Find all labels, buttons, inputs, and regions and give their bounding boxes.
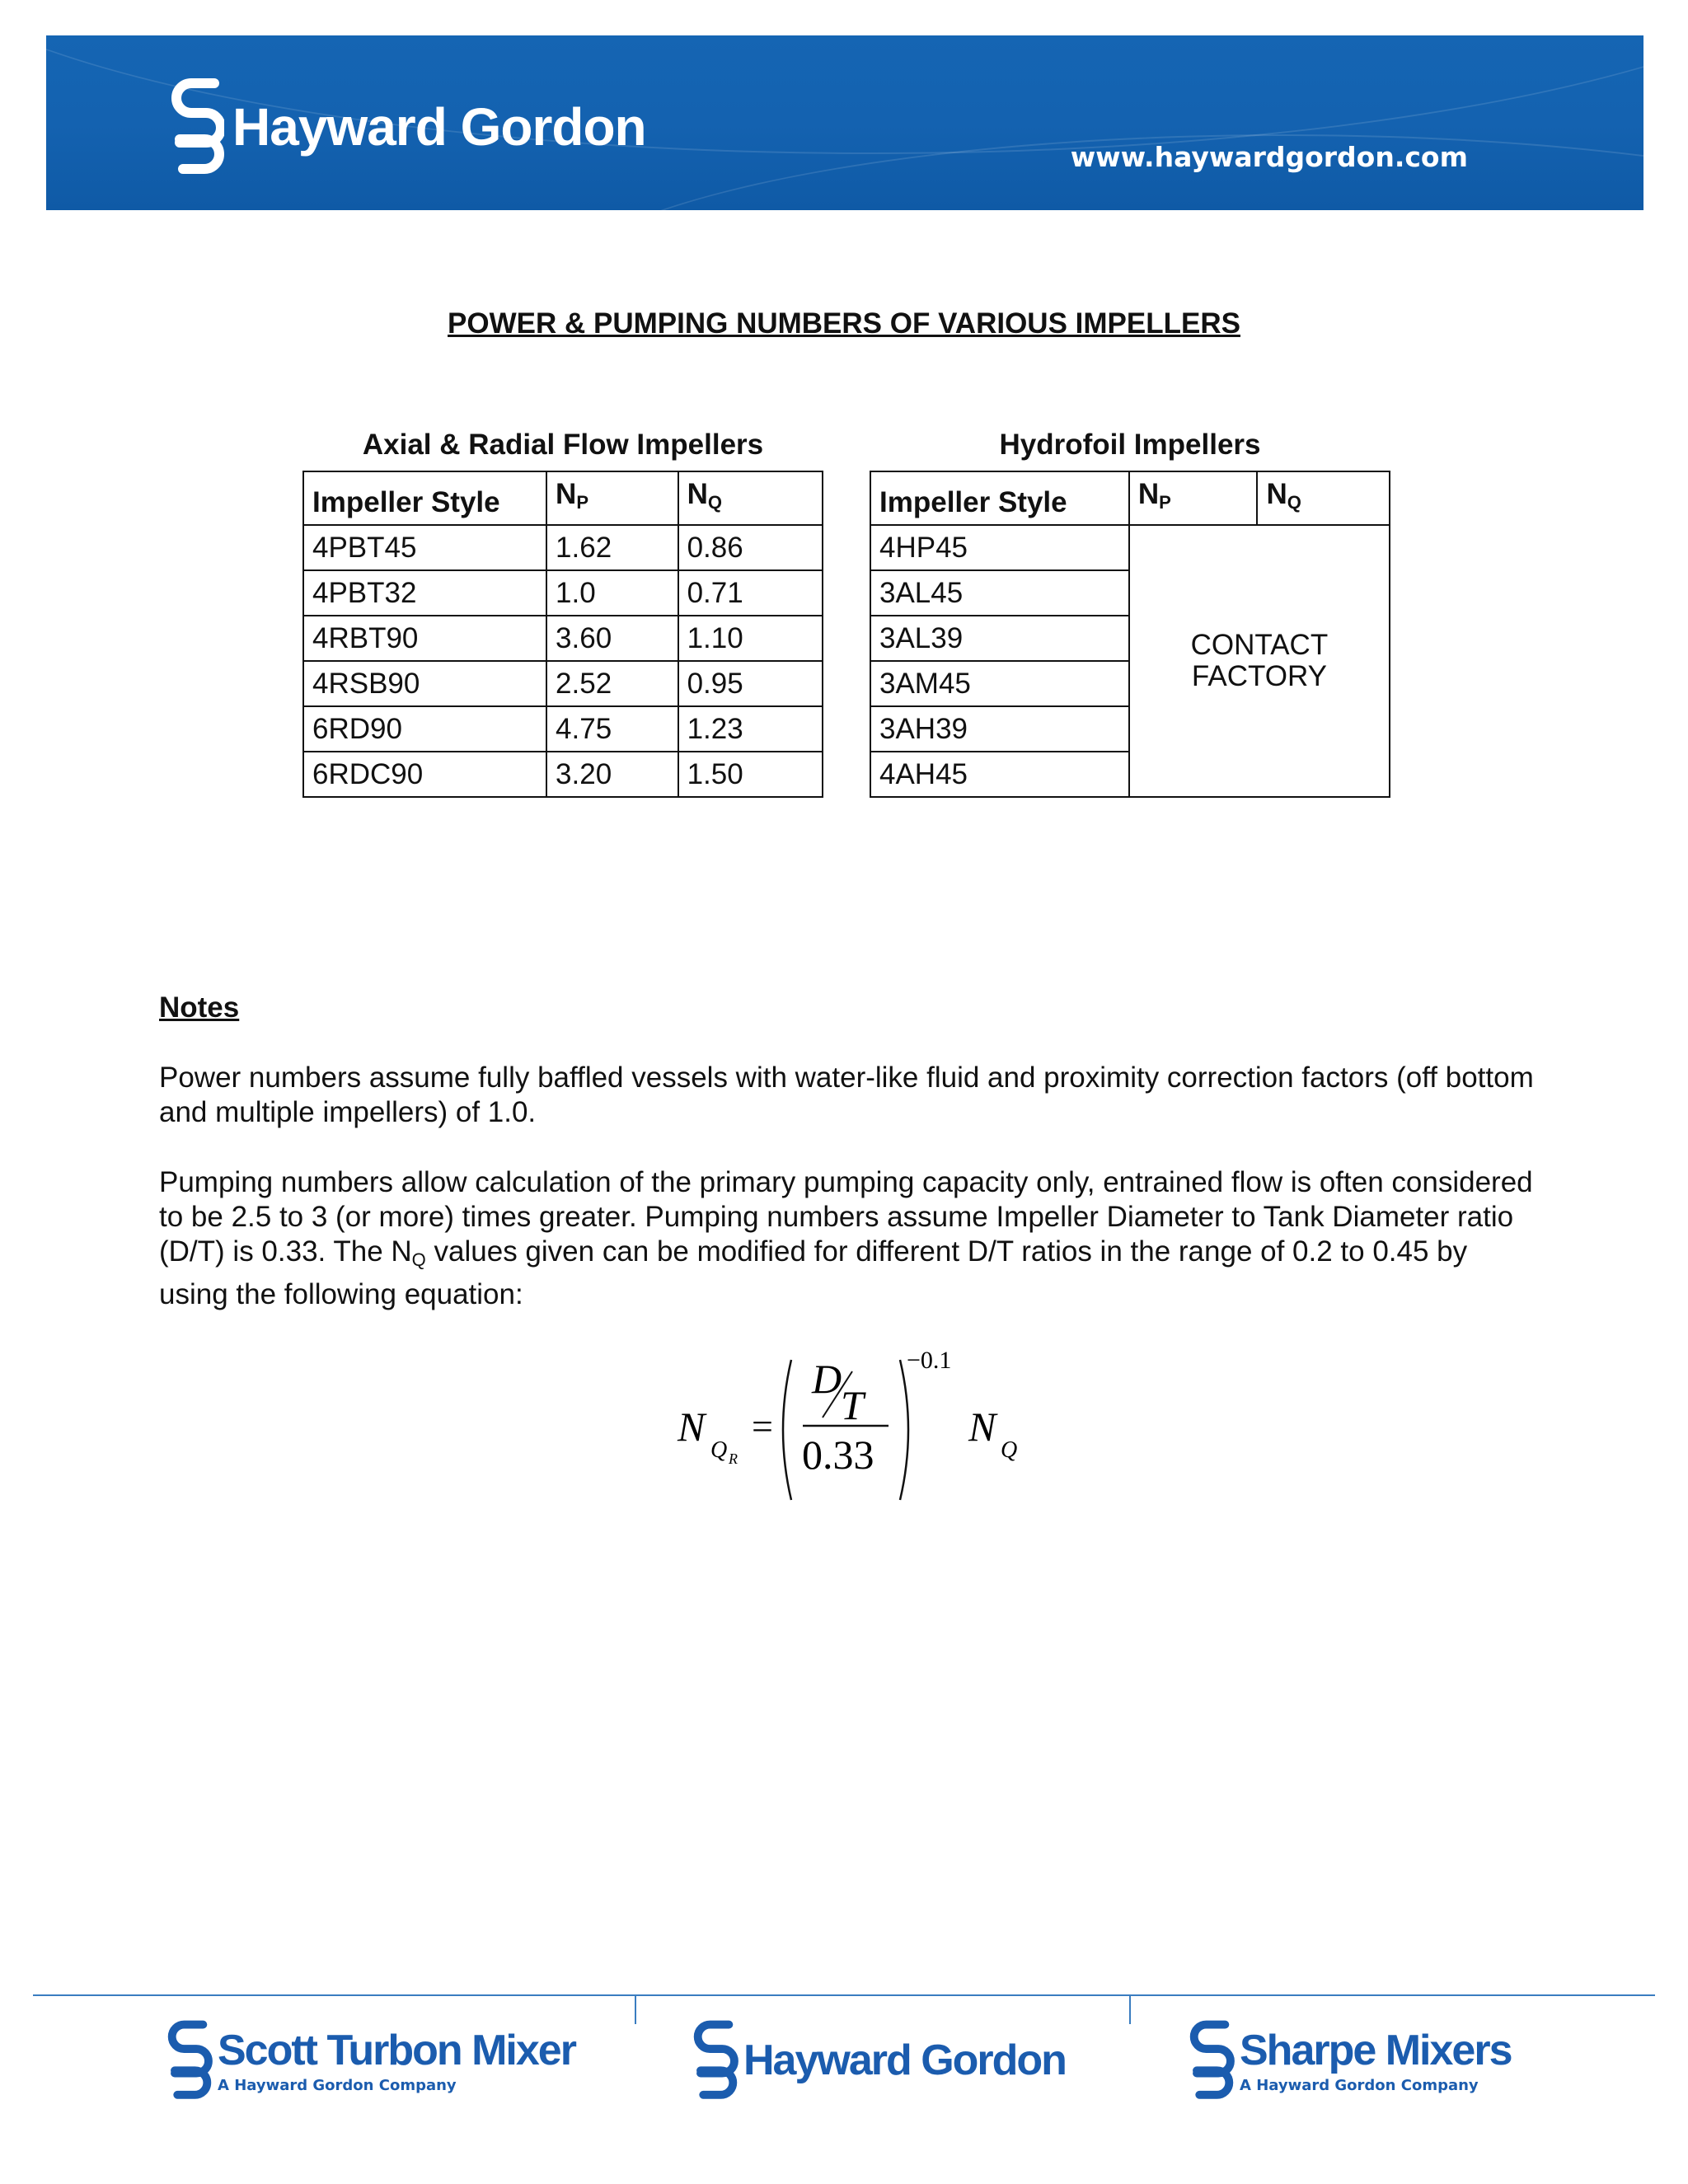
- equation-lhs-subsubscript: R: [729, 1451, 738, 1467]
- hayward-gordon-name: Hayward Gordon: [743, 2036, 1066, 2084]
- notes-heading: Notes: [159, 991, 240, 1024]
- footer-divider-tick: [1129, 1994, 1131, 2024]
- table-row: 4PBT32 1.0 0.71: [303, 570, 823, 616]
- scott-turbon-name: Scott Turbon Mixer: [218, 2026, 575, 2074]
- sharpe-mixers-name: Sharpe Mixers: [1240, 2026, 1512, 2074]
- left-paren: [783, 1360, 791, 1500]
- table-row: 6RD90 4.75 1.23: [303, 706, 823, 752]
- equation-rhs-subscript: Q: [1001, 1437, 1018, 1463]
- equation-equals: =: [752, 1405, 773, 1447]
- footer-logo-sharpe-mixers[interactable]: [1189, 2019, 1512, 2102]
- table-header-row: [870, 471, 1390, 525]
- column-header-np: $N_P$: [1129, 471, 1258, 525]
- column-header-nq: $N_Q$: [678, 471, 823, 525]
- scott-turbon-logo-mark-icon: [166, 2019, 213, 2102]
- hayward-gordon-logo-mark-icon: [171, 77, 224, 177]
- contact-factory-cell: CONTACT FACTORY: [1129, 525, 1390, 797]
- table-row: 4PBT45 1.62 0.86: [303, 525, 823, 570]
- sharpe-mixers-logo-mark-icon: [1189, 2019, 1235, 2102]
- column-header-nq: $N_Q$: [1257, 471, 1390, 525]
- sharpe-mixers-tagline: A Hayward Gordon Company: [1240, 2076, 1479, 2094]
- equation-numerator-t: T: [841, 1382, 864, 1428]
- equation-lhs-subscript: Q: [710, 1437, 728, 1463]
- column-header-np: $N_P$: [546, 471, 678, 525]
- axial-table-caption: Axial & Radial Flow Impellers: [362, 429, 764, 461]
- scott-turbon-tagline: A Hayward Gordon Company: [218, 2076, 457, 2094]
- footer-logo-scott-turbon[interactable]: [166, 2019, 575, 2102]
- notes-paragraph-power: Power numbers assume fully baffled vessels with water-like fluid and proximity correction factors (off bottom and multiple impellers) of 1.0.: [159, 1062, 1534, 1128]
- table-row: 3AL39: [870, 616, 1390, 661]
- column-header-impeller-style: Impeller Style: [870, 471, 1129, 525]
- footer-divider: [33, 1994, 1655, 1996]
- header-website-link[interactable]: www.haywardgordon.com: [1070, 141, 1468, 173]
- table-row: 3AH39: [870, 706, 1390, 752]
- equation-exponent: −0.1: [907, 1347, 952, 1374]
- equation-lhs-symbol: N: [678, 1404, 706, 1450]
- equation-denominator: 0.33: [802, 1432, 874, 1478]
- table-row: 4RSB90 2.52 0.95: [303, 661, 823, 706]
- table-row: 4HP45 CONTACT FACTORY: [870, 525, 1390, 570]
- hydrofoil-table-caption: Hydrofoil Impellers: [999, 429, 1261, 461]
- notes-paragraph-pumping: Pumping numbers allow calculation of the primary pumping capacity only, entrained flow is often considered to be 2.5 to 3 (or more) times greater. Pumping numbers assume Impeller Diameter to Tank Diameter ratio (D/T) is 0.33. The $N_Q$ values given can be modified for different D/T ratios in the range of 0.2 to 0.45 by using the following equation:: [159, 1166, 1533, 1310]
- header-banner: [46, 35, 1643, 210]
- page-title: POWER & PUMPING NUMBERS OF VARIOUS IMPELLERS: [448, 307, 1240, 340]
- equation-numerator-d: D: [812, 1356, 842, 1402]
- footer-divider-tick: [635, 1994, 636, 2024]
- hydrofoil-impeller-table: [870, 471, 1390, 798]
- nq-correction-equation: [659, 1335, 1039, 1525]
- hayward-gordon-logo-mark-icon: [692, 2019, 738, 2102]
- footer-logo-hayward-gordon[interactable]: [692, 2019, 1066, 2102]
- header-brand-name: Hayward Gordon: [232, 97, 646, 157]
- right-paren: [900, 1360, 908, 1500]
- header-logo[interactable]: [171, 77, 646, 177]
- column-header-impeller-style: Impeller Style: [303, 471, 546, 525]
- table-row: 3AL45: [870, 570, 1390, 616]
- axial-impeller-table: [302, 471, 823, 798]
- table-header-row: [303, 471, 823, 525]
- table-row: 3AM45: [870, 661, 1390, 706]
- table-row: 4AH45: [870, 752, 1390, 797]
- table-row: 6RDC90 3.20 1.50: [303, 752, 823, 797]
- equation-rhs-symbol: N: [968, 1404, 996, 1450]
- table-row: 4RBT90 3.60 1.10: [303, 616, 823, 661]
